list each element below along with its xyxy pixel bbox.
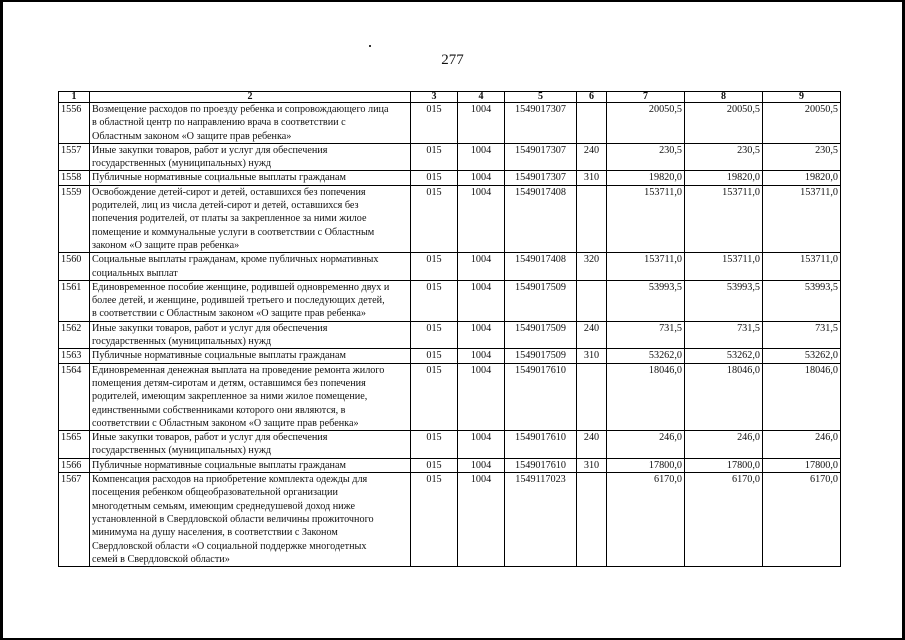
expense-type-cell: 240 bbox=[577, 431, 607, 459]
amount-col8-cell: 17800,0 bbox=[685, 458, 763, 472]
ministry-code-cell: 015 bbox=[411, 280, 458, 321]
ministry-code-cell: 015 bbox=[411, 473, 458, 567]
table-row bbox=[59, 143, 841, 171]
amount-col8-cell: 731,5 bbox=[685, 321, 763, 349]
description-line: Иные закупки товаров, работ и услуг для обеспечения bbox=[92, 432, 328, 444]
description-line: попечения родителей, от платы за закрепленное за ними жилое bbox=[92, 213, 367, 225]
section-code-cell: 1004 bbox=[458, 143, 505, 171]
description-cell bbox=[90, 321, 411, 349]
description-line: в областной центр по направлению врача в соответствии с bbox=[92, 117, 346, 129]
ministry-code-cell: 015 bbox=[411, 321, 458, 349]
description-line: Компенсация расходов на приобретение комплекта одежды для bbox=[92, 474, 368, 486]
amount-col8-cell: 20050,5 bbox=[685, 103, 763, 144]
ministry-code-cell: 015 bbox=[411, 458, 458, 472]
description-cell bbox=[90, 349, 411, 363]
description-line: помещение и коммунальные услуги в соответствии с Областным bbox=[92, 226, 375, 238]
row-number-cell: 1561 bbox=[59, 280, 90, 321]
row-number-cell: 1563 bbox=[59, 349, 90, 363]
description-line: семей в Свердловской области» bbox=[92, 553, 230, 565]
header-cell: 5 bbox=[505, 92, 577, 103]
amount-col8-cell: 6170,0 bbox=[685, 473, 763, 567]
section-code-cell: 1004 bbox=[458, 321, 505, 349]
target-article-cell: 1549017610 bbox=[505, 431, 577, 459]
scan-top-edge bbox=[0, 0, 905, 2]
amount-col8-cell: 230,5 bbox=[685, 143, 763, 171]
description-line: Свердловской области «О социальной поддержке многодетных bbox=[92, 540, 367, 552]
table-row bbox=[59, 321, 841, 349]
expense-type-cell: 320 bbox=[577, 253, 607, 281]
amount-col9-cell: 230,5 bbox=[763, 143, 841, 171]
amount-col9-cell: 53262,0 bbox=[763, 349, 841, 363]
table-row bbox=[59, 458, 841, 472]
table-row bbox=[59, 473, 841, 567]
description-line: единственными собственниками которого они являются, в bbox=[92, 404, 346, 416]
expense-type-cell bbox=[577, 280, 607, 321]
amount-col9-cell: 18046,0 bbox=[763, 363, 841, 430]
description-cell bbox=[90, 458, 411, 472]
table-row bbox=[59, 431, 841, 459]
row-number-cell: 1560 bbox=[59, 253, 90, 281]
amount-col7-cell: 230,5 bbox=[607, 143, 685, 171]
ministry-code-cell: 015 bbox=[411, 363, 458, 430]
amount-col7-cell: 17800,0 bbox=[607, 458, 685, 472]
amount-col9-cell: 246,0 bbox=[763, 431, 841, 459]
description-line: государственных (муниципальных) нужд bbox=[92, 158, 272, 170]
description-line: в соответствии с Областным законом «О защите прав ребенка» bbox=[92, 308, 366, 320]
amount-col7-cell: 53262,0 bbox=[607, 349, 685, 363]
target-article-cell: 1549017307 bbox=[505, 171, 577, 185]
description-cell bbox=[90, 143, 411, 171]
header-cell: 9 bbox=[763, 92, 841, 103]
description-cell bbox=[90, 171, 411, 185]
description-line: Публичные нормативные социальные выплаты гражданам bbox=[92, 350, 346, 362]
header-cell: 3 bbox=[411, 92, 458, 103]
amount-col9-cell: 153711,0 bbox=[763, 253, 841, 281]
description-cell bbox=[90, 431, 411, 459]
target-article-cell: 1549017509 bbox=[505, 349, 577, 363]
amount-col7-cell: 153711,0 bbox=[607, 185, 685, 252]
amount-col8-cell: 153711,0 bbox=[685, 253, 763, 281]
target-article-cell: 1549017408 bbox=[505, 185, 577, 252]
description-line: родителей, лиц из числа детей-сирот и детей, оставшихся без bbox=[92, 200, 359, 212]
description-line: минимума на душу населения, в соответствии с Законом bbox=[92, 527, 338, 539]
amount-col7-cell: 246,0 bbox=[607, 431, 685, 459]
ministry-code-cell: 015 bbox=[411, 431, 458, 459]
table-body bbox=[59, 103, 841, 567]
description-line: Возмещение расходов по проезду ребенка и сопровождающего лица bbox=[92, 104, 389, 115]
amount-col8-cell: 19820,0 bbox=[685, 171, 763, 185]
table-row bbox=[59, 185, 841, 252]
description-line: государственных (муниципальных) нужд bbox=[92, 445, 272, 457]
target-article-cell: 1549117023 bbox=[505, 473, 577, 567]
target-article-cell: 1549017307 bbox=[505, 143, 577, 171]
header-cell: 8 bbox=[685, 92, 763, 103]
scan-left-edge bbox=[0, 0, 3, 640]
table-row bbox=[59, 363, 841, 430]
expense-type-cell bbox=[577, 473, 607, 567]
expense-type-cell bbox=[577, 103, 607, 144]
section-code-cell: 1004 bbox=[458, 473, 505, 567]
row-number-cell: 1559 bbox=[59, 185, 90, 252]
ministry-code-cell: 015 bbox=[411, 171, 458, 185]
target-article-cell: 1549017610 bbox=[505, 363, 577, 430]
header-cell: 6 bbox=[577, 92, 607, 103]
target-article-cell: 1549017509 bbox=[505, 280, 577, 321]
description-cell bbox=[90, 280, 411, 321]
description-line: установленной в Свердловской области величины прожиточного bbox=[92, 513, 374, 525]
section-code-cell: 1004 bbox=[458, 363, 505, 430]
description-line: социальных выплат bbox=[92, 267, 178, 279]
description-line: Социальные выплаты гражданам, кроме публичных нормативных bbox=[92, 254, 379, 266]
amount-col9-cell: 20050,5 bbox=[763, 103, 841, 144]
description-line: государственных (муниципальных) нужд bbox=[92, 336, 272, 348]
row-number-cell: 1557 bbox=[59, 143, 90, 171]
description-line: Иные закупки товаров, работ и услуг для обеспечения bbox=[92, 144, 328, 156]
table-row bbox=[59, 253, 841, 281]
description-cell bbox=[90, 253, 411, 281]
budget-table bbox=[58, 91, 841, 567]
scan-speck bbox=[369, 45, 371, 47]
description-line: помещения детям-сиротам и детям, оставшимся без попечения bbox=[92, 377, 366, 389]
section-code-cell: 1004 bbox=[458, 253, 505, 281]
section-code-cell: 1004 bbox=[458, 280, 505, 321]
expense-type-cell: 310 bbox=[577, 171, 607, 185]
ministry-code-cell: 015 bbox=[411, 143, 458, 171]
row-number-cell: 1564 bbox=[59, 363, 90, 430]
description-cell bbox=[90, 185, 411, 252]
expense-type-cell: 240 bbox=[577, 321, 607, 349]
section-code-cell: 1004 bbox=[458, 349, 505, 363]
row-number-cell: 1567 bbox=[59, 473, 90, 567]
description-line: Публичные нормативные социальные выплаты гражданам bbox=[92, 172, 346, 184]
amount-col9-cell: 6170,0 bbox=[763, 473, 841, 567]
amount-col9-cell: 17800,0 bbox=[763, 458, 841, 472]
table-row bbox=[59, 103, 841, 144]
row-number-cell: 1556 bbox=[59, 103, 90, 144]
description-line: более детей, и женщине, родившей третьего и последующих детей, bbox=[92, 295, 385, 307]
row-number-cell: 1562 bbox=[59, 321, 90, 349]
section-code-cell: 1004 bbox=[458, 185, 505, 252]
description-line: родителей, имеющим закрепленное за ними жилое помещение, bbox=[92, 391, 368, 403]
amount-col7-cell: 153711,0 bbox=[607, 253, 685, 281]
expense-type-cell: 240 bbox=[577, 143, 607, 171]
row-number-cell: 1565 bbox=[59, 431, 90, 459]
description-line: Единовременная денежная выплата на проведение ремонта жилого bbox=[92, 364, 385, 376]
amount-col9-cell: 53993,5 bbox=[763, 280, 841, 321]
table-row bbox=[59, 280, 841, 321]
description-line: законом «О защите прав ребенка» bbox=[92, 239, 240, 251]
amount-col7-cell: 731,5 bbox=[607, 321, 685, 349]
target-article-cell: 1549017408 bbox=[505, 253, 577, 281]
amount-col8-cell: 246,0 bbox=[685, 431, 763, 459]
description-cell bbox=[90, 363, 411, 430]
amount-col8-cell: 53262,0 bbox=[685, 349, 763, 363]
amount-col8-cell: 53993,5 bbox=[685, 280, 763, 321]
ministry-code-cell: 015 bbox=[411, 349, 458, 363]
header-cell: 7 bbox=[607, 92, 685, 103]
target-article-cell: 1549017307 bbox=[505, 103, 577, 144]
amount-col8-cell: 18046,0 bbox=[685, 363, 763, 430]
target-article-cell: 1549017610 bbox=[505, 458, 577, 472]
description-line: посещения ребенком общеобразовательной организации bbox=[92, 487, 338, 499]
description-line: Единовременное пособие женщине, родившей одновременно двух и bbox=[92, 281, 390, 293]
table-header-row bbox=[59, 92, 841, 103]
amount-col7-cell: 20050,5 bbox=[607, 103, 685, 144]
ministry-code-cell: 015 bbox=[411, 253, 458, 281]
target-article-cell: 1549017509 bbox=[505, 321, 577, 349]
row-number-cell: 1558 bbox=[59, 171, 90, 185]
description-line: Иные закупки товаров, работ и услуг для обеспечения bbox=[92, 322, 328, 334]
section-code-cell: 1004 bbox=[458, 431, 505, 459]
amount-col9-cell: 19820,0 bbox=[763, 171, 841, 185]
expense-type-cell: 310 bbox=[577, 349, 607, 363]
amount-col7-cell: 6170,0 bbox=[607, 473, 685, 567]
amount-col7-cell: 19820,0 bbox=[607, 171, 685, 185]
header-cell: 2 bbox=[90, 92, 411, 103]
section-code-cell: 1004 bbox=[458, 103, 505, 144]
amount-col9-cell: 153711,0 bbox=[763, 185, 841, 252]
header-cell: 4 bbox=[458, 92, 505, 103]
table-row bbox=[59, 349, 841, 363]
page-number: 277 bbox=[441, 52, 464, 68]
section-code-cell: 1004 bbox=[458, 171, 505, 185]
amount-col8-cell: 153711,0 bbox=[685, 185, 763, 252]
description-cell bbox=[90, 473, 411, 567]
amount-col9-cell: 731,5 bbox=[763, 321, 841, 349]
section-code-cell: 1004 bbox=[458, 458, 505, 472]
description-line: соответствии с Областным законом «О защите прав ребенка» bbox=[92, 417, 359, 429]
row-number-cell: 1566 bbox=[59, 458, 90, 472]
expense-type-cell: 310 bbox=[577, 458, 607, 472]
description-cell bbox=[90, 103, 411, 144]
amount-col7-cell: 18046,0 bbox=[607, 363, 685, 430]
amount-col7-cell: 53993,5 bbox=[607, 280, 685, 321]
description-line: Освобождение детей-сирот и детей, оставшихся без попечения bbox=[92, 186, 366, 198]
header-cell: 1 bbox=[59, 92, 90, 103]
table-row bbox=[59, 171, 841, 185]
description-line: многодетным семьям, имеющим среднедушевой доход ниже bbox=[92, 500, 356, 512]
description-line: Областным законом «О защите прав ребенка» bbox=[92, 130, 292, 142]
description-line: Публичные нормативные социальные выплаты гражданам bbox=[92, 459, 346, 471]
ministry-code-cell: 015 bbox=[411, 185, 458, 252]
ministry-code-cell: 015 bbox=[411, 103, 458, 144]
expense-type-cell bbox=[577, 363, 607, 430]
expense-type-cell bbox=[577, 185, 607, 252]
